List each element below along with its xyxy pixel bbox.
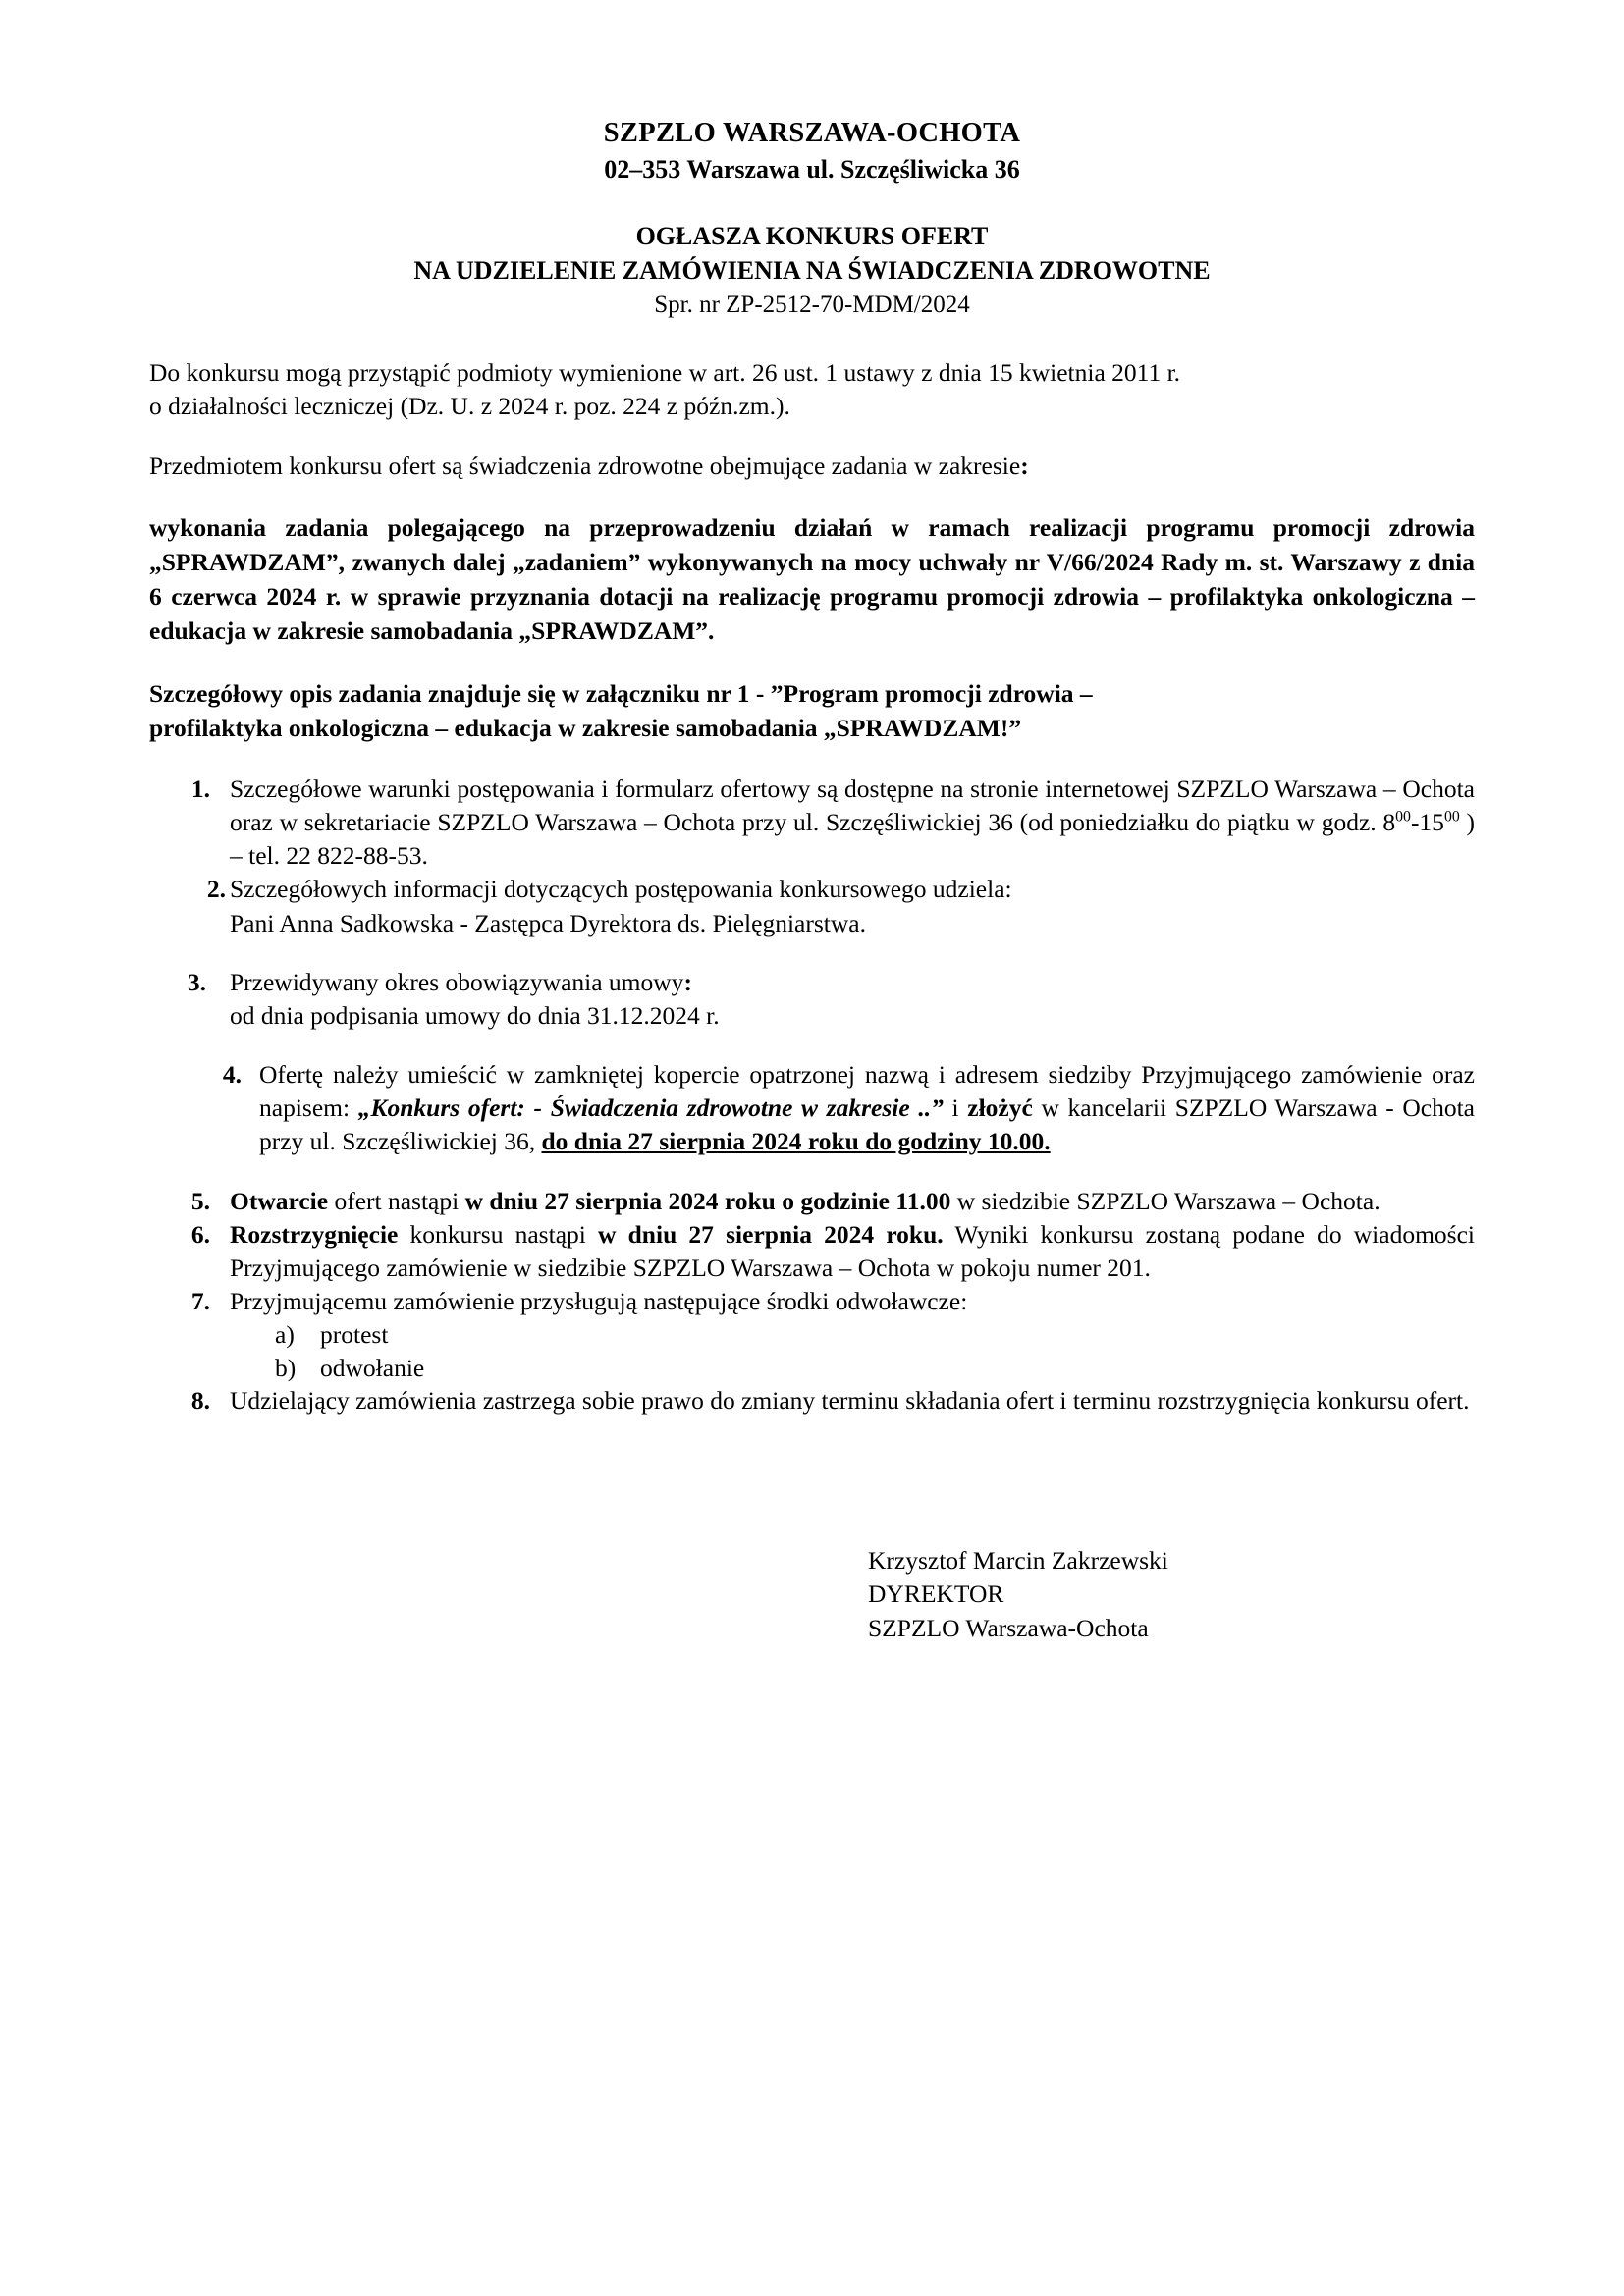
list-item-5-opening-datetime: w dniu 27 sierpnia 2024 roku o godzinie 11.00 <box>464 1186 951 1215</box>
list-item-1 <box>149 773 1475 873</box>
list-item-7-body <box>230 1285 1475 1384</box>
list-item-4 <box>149 1058 1475 1158</box>
organization-address: 02–353 Warszawa ul. Szczęśliwicka 36 <box>604 155 1020 185</box>
spacer <box>149 187 1475 220</box>
list-item-1-number: 1. <box>190 774 210 803</box>
list-item-6-number: 6. <box>190 1219 210 1249</box>
announcement-subtitle: NA UDZIELENIE ZAMÓWIENIA NA ŚWIADCZENIA ZDROWOTNE <box>413 255 1211 285</box>
attachment-note-line-2: profilaktyka onkologiczna – edukacja w zakresie samobadania „SPRAWDZAM!” <box>149 713 1022 742</box>
list-item-3-subline: od dnia podpisania umowy do dnia 31.12.2024 r. <box>230 1000 720 1030</box>
announcement-title: OGŁASZA KONKURS OFERT <box>635 222 989 251</box>
list-item-3 <box>149 966 1475 1033</box>
list-item-5 <box>149 1185 1475 1218</box>
list-item-2-subline: Pani Anna Sadkowska - Zastępca Dyrektora ds. Pielęgniarstwa. <box>230 908 866 937</box>
list-item-7-number: 7. <box>190 1287 210 1316</box>
signature-position: DYREKTOR <box>868 1579 1004 1609</box>
list-item-2-body <box>230 873 1475 939</box>
attachment-note-line-1: Szczegółowy opis zadania znajduje się w załączniku nr 1 - ”Program promocji zdrowia – <box>149 678 1093 708</box>
list-item-4-deadline: do dnia 27 sierpnia 2024 roku do godziny 10.00. <box>541 1127 1051 1156</box>
attachment-note <box>149 676 1475 745</box>
spacer <box>149 745 1475 773</box>
list-item-3-colon: : <box>683 967 692 996</box>
list-item-1-text: Szczegółowe warunki postępowania i formularz ofertowy są dostępne na stronie internetowej SZPZLO Warszawa – Ochota oraz w sekretariacie SZPZLO Warszawa – Ochota przy ul. Szczęśliwickiej 36 (od poniedziałku do piątku w godz. 8 <box>230 774 1475 837</box>
list-item-1-sup-1: 00 <box>1395 808 1411 826</box>
list-item-1-tail: ) – tel. 22 822-88-53. <box>230 808 1475 871</box>
list-item-2-number: 2. <box>206 875 226 904</box>
list-item-5-opening-word: Otwarcie <box>230 1186 329 1215</box>
signature-name: Krzysztof Marcin Zakrzewski <box>868 1545 1168 1575</box>
intro-line-2: o działalności leczniczej (Dz. U. z 2024 r. poz. 224 z późn.zm.). <box>149 391 790 420</box>
appeal-measure-a <box>275 1318 1475 1352</box>
case-number: Spr. nr ZP-2512-70-MDM/2024 <box>654 291 970 318</box>
list-item-1-sup-2: 00 <box>1443 808 1460 826</box>
list-item-6-resolution-word: Rozstrzygnięcie <box>230 1219 399 1249</box>
conditions-list <box>149 773 1475 1418</box>
list-item-3-number: 3. <box>187 967 206 996</box>
list-item-4-submit-word: złożyć <box>967 1094 1033 1123</box>
list-item-5-text-2: w siedzibie SZPZLO Warszawa – Ochota. <box>950 1186 1380 1215</box>
subject-intro-paragraph <box>149 450 1475 483</box>
list-item-5-number: 5. <box>190 1186 210 1215</box>
list-item-6 <box>149 1218 1475 1285</box>
list-item-8-number: 8. <box>190 1386 210 1415</box>
spacer <box>149 422 1475 450</box>
list-item-6-resolution-date: w dniu 27 sierpnia 2024 roku. <box>598 1219 944 1249</box>
list-item-4-number: 4. <box>222 1060 242 1090</box>
list-item-5-body <box>230 1185 1475 1218</box>
signature-block <box>149 1544 1475 1646</box>
appeal-measure-a-marker: a) <box>275 1320 295 1350</box>
list-item-2 <box>149 873 1475 939</box>
organization-name: SZPZLO WARSZAWA-OCHOTA <box>603 118 1021 148</box>
list-item-8 <box>149 1384 1475 1417</box>
list-item-2-text: Szczegółowych informacji dotyczących postępowania konkursowego udziela: <box>230 875 1012 904</box>
appeal-measures-list <box>230 1318 1475 1384</box>
list-item-4-body <box>259 1058 1475 1158</box>
list-item-6-text-1: konkursu nastąpi <box>398 1219 599 1249</box>
intro-line-1: Do konkursu mogą przystąpić podmioty wymienione w art. 26 ust. 1 ustawy z dnia 15 kwietnia 2011 r. <box>149 357 1181 387</box>
spacer <box>149 483 1475 510</box>
list-item-8-text: Udzielający zamówienia zastrzega sobie prawo do zmiany terminu składania ofert i terminu rozstrzygnięcia konkursu ofert. <box>230 1386 1470 1415</box>
list-item-4-text-part-1: Ofertę należy umieścić w zamkniętej kopercie opatrzonej nazwą i adresem siedziby Przyjmującego zamówienie oraz napisem: <box>259 1060 1475 1123</box>
subject-bold-block: wykonania zadania polegającego na przeprowadzeniu działań w ramach realizacji programu promocji zdrowia „SPRAWDZAM”, zwanych dalej „zadaniem” wykonywanych na mocy uchwały nr V/66/2024 Rady m. st. Warszawy z dnia 6 czerwca 2024 r. w sprawie przyznania dotacji na realizację programu promocji zdrowia – profilaktyka onkologiczna – edukacja w zakresie samobadania „SPRAWDZAM”. <box>149 512 1475 646</box>
list-item-6-text-2: Wyniki konkursu zostaną podane do wiadomości Przyjmującego zamówienie w siedzibie SZPZLO Warszawa – Ochota w pokoju numer 201. <box>230 1219 1475 1282</box>
list-item-7 <box>149 1285 1475 1384</box>
spacer <box>149 321 1475 356</box>
subject-intro-text: Przedmiotem konkursu ofert są świadczenia zdrowotne obejmujące zadania w zakresie <box>149 452 1021 481</box>
list-item-4-text-part-2: i <box>943 1094 968 1123</box>
list-item-1-body <box>230 773 1475 873</box>
list-item-1-mid: -15 <box>1410 808 1444 837</box>
spacer <box>149 649 1475 676</box>
appeal-measure-b <box>275 1352 1475 1385</box>
list-item-3-body <box>230 966 1475 1033</box>
list-item-3-text: Przewidywany okres obowiązywania umowy <box>230 967 684 996</box>
appeal-measure-b-label: odwołanie <box>320 1353 425 1382</box>
list-item-5-text-1: ofert nastąpi <box>328 1186 465 1215</box>
appeal-measure-a-label: protest <box>320 1320 389 1350</box>
list-item-4-envelope-inscription: „Konkurs ofert: - Świadczenia zdrowotne w zakresie ..” <box>357 1094 944 1123</box>
appeal-measure-b-marker: b) <box>275 1353 297 1382</box>
subject-intro-colon: : <box>1020 452 1029 481</box>
list-item-6-body <box>230 1218 1475 1285</box>
list-item-7-text: Przyjmującemu zamówienie przysługują następujące środki odwoławcze: <box>230 1287 968 1316</box>
list-item-4-text-part-3: w kancelarii SZPZLO Warszawa - Ochota przy ul. Szczęśliwickiej 36, <box>259 1094 1475 1156</box>
intro-paragraph <box>149 356 1475 422</box>
signature-organization: SZPZLO Warszawa-Ochota <box>868 1613 1149 1642</box>
